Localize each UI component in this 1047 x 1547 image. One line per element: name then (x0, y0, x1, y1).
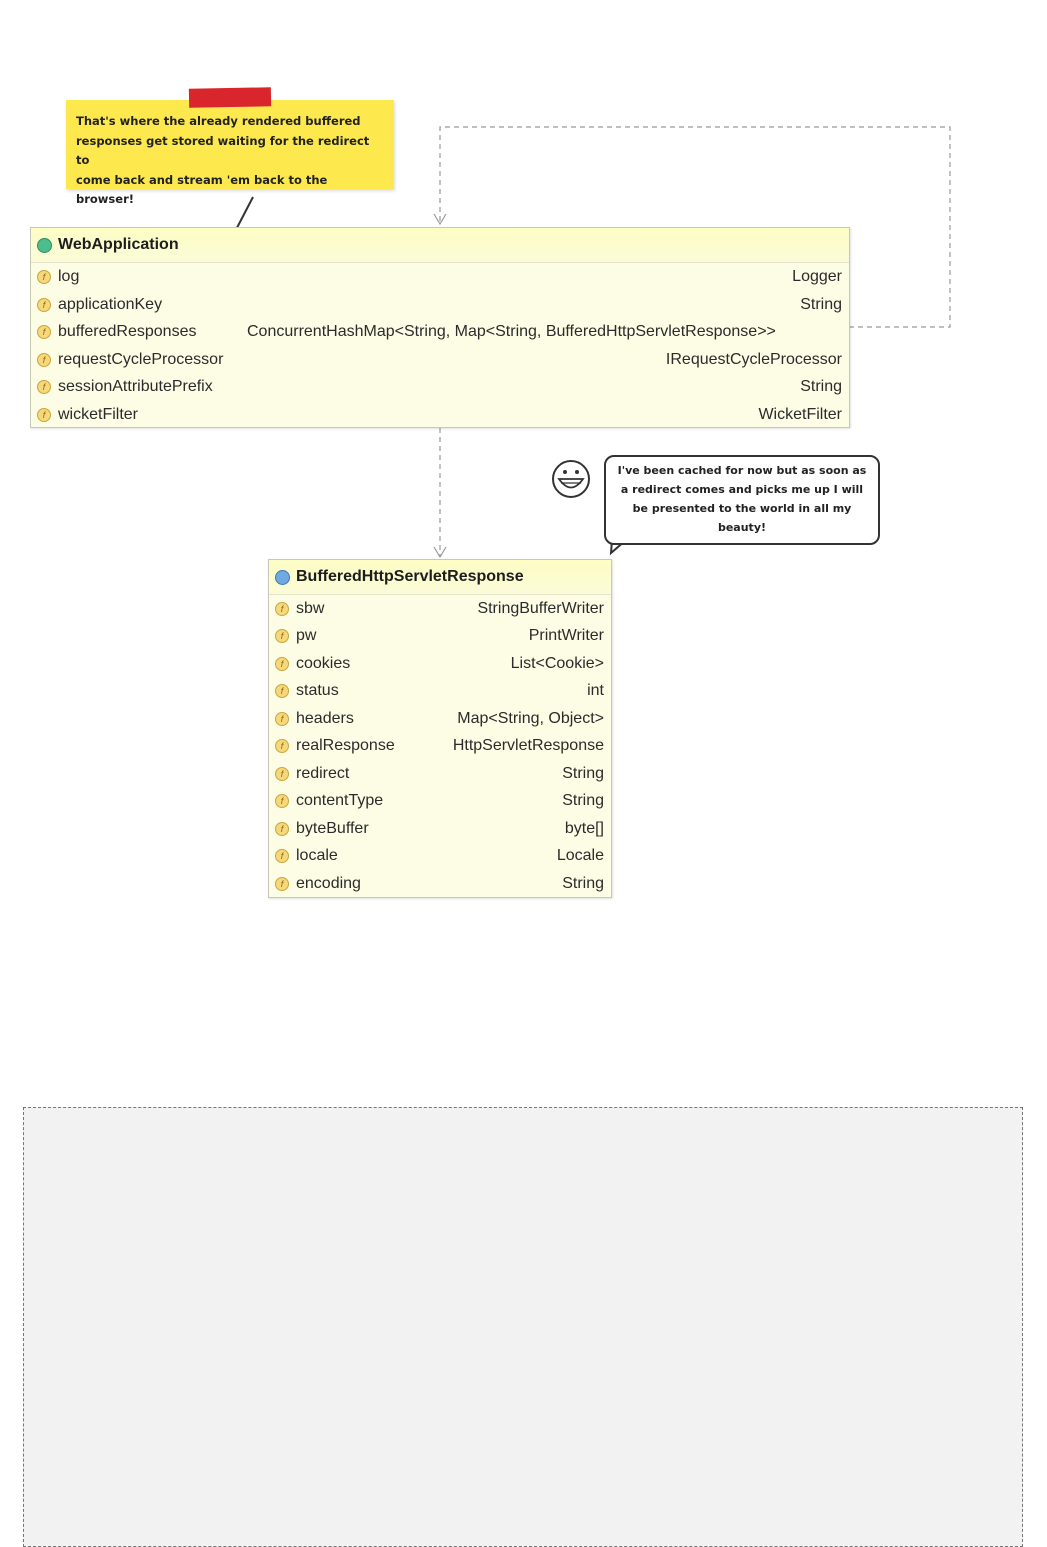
field-type: PrintWriter (528, 627, 604, 645)
field-type: HttpServletResponse (452, 737, 604, 755)
field-type: StringBufferWriter (477, 599, 604, 617)
field-row[interactable] (269, 815, 611, 843)
note-line: come back and stream 'em back to the browser! (76, 172, 328, 206)
field-name: sessionAttributePrefix (58, 378, 213, 395)
note-line: responses get stored waiting for the redirect to (76, 133, 370, 167)
field-name: applicationKey (58, 295, 163, 313)
empty-panel (23, 1107, 1023, 1547)
field-icon: f (275, 794, 289, 808)
field-icon: f (37, 408, 51, 422)
class-title: BufferedHttpServletResponse (296, 568, 524, 585)
field-row[interactable] (269, 623, 611, 651)
field-icon: f (275, 822, 289, 836)
class-buffered-http-servlet-response[interactable] (268, 559, 612, 898)
field-type: Locale (556, 847, 604, 865)
class-header (31, 228, 849, 263)
field-icon: f (275, 629, 289, 643)
field-name: locale (296, 847, 338, 865)
field-icon: f (37, 353, 51, 367)
field-type: WicketFilter (758, 405, 842, 423)
smiley-icon (553, 461, 589, 497)
field-type: ConcurrentHashMap<String, Map<String, BufferedHttpServletResponse>> (247, 323, 776, 340)
field-icon: f (37, 270, 51, 284)
field-type: int (587, 682, 604, 700)
field-row[interactable] (31, 346, 849, 373)
field-row[interactable] (31, 373, 849, 401)
speech-bubble (604, 455, 880, 545)
field-icon: f (275, 684, 289, 698)
field-row[interactable] (31, 401, 849, 428)
note-line: That's where the already rendered buffered (76, 114, 361, 128)
field-icon: f (275, 849, 289, 863)
field-icon: f (275, 712, 289, 726)
field-row[interactable] (269, 788, 611, 816)
field-row[interactable] (269, 705, 611, 733)
field-icon: f (37, 380, 51, 394)
field-type: String (800, 378, 842, 395)
field-type: IRequestCycleProcessor (665, 350, 842, 368)
field-icon: f (275, 602, 289, 616)
field-icon: f (37, 298, 51, 312)
field-name: headers (296, 709, 354, 727)
field-name: redirect (296, 764, 350, 782)
field-name: bufferedResponses (58, 323, 197, 340)
field-row[interactable] (269, 733, 611, 761)
field-type: String (562, 792, 604, 810)
class-title: WebApplication (58, 236, 179, 253)
field-name: wicketFilter (58, 405, 139, 423)
field-icon: f (37, 325, 51, 339)
field-name: log (58, 268, 80, 285)
sticky-tape (189, 87, 271, 107)
field-row[interactable] (269, 650, 611, 678)
field-name: requestCycleProcessor (58, 350, 224, 368)
field-icon: f (275, 657, 289, 671)
field-type: String (562, 764, 604, 782)
field-row[interactable] (31, 263, 849, 291)
field-name: contentType (296, 792, 384, 810)
class-icon (275, 570, 290, 585)
field-type: Map<String, Object> (457, 709, 604, 727)
field-name: realResponse (296, 737, 395, 755)
field-row[interactable] (269, 595, 611, 623)
bubble-line: be presented to the world in all my (632, 502, 852, 515)
field-row[interactable] (269, 678, 611, 706)
bubble-line: beauty! (717, 521, 767, 534)
field-row[interactable] (269, 870, 611, 898)
field-name: cookies (296, 654, 351, 672)
class-header (269, 560, 611, 595)
field-name: pw (296, 627, 317, 645)
field-type: List<Cookie> (510, 654, 604, 672)
field-icon: f (275, 739, 289, 753)
field-name: sbw (296, 599, 325, 617)
field-row[interactable] (31, 291, 849, 318)
class-web-application[interactable] (30, 227, 850, 428)
class-icon (37, 238, 52, 253)
bubble-line: a redirect comes and picks me up I will (620, 483, 864, 496)
field-name: byteBuffer (296, 819, 369, 837)
field-row[interactable] (31, 318, 849, 346)
field-type: byte[] (564, 819, 604, 837)
field-icon: f (275, 767, 289, 781)
sticky-note (66, 100, 394, 206)
field-type: Logger (792, 268, 842, 285)
bubble-line: I've been cached for now but as soon as (617, 464, 867, 477)
field-name: status (296, 682, 339, 700)
field-row[interactable] (269, 843, 611, 871)
field-type: String (562, 874, 604, 892)
field-name: encoding (296, 874, 361, 892)
field-type: String (800, 295, 842, 313)
field-icon: f (275, 877, 289, 891)
field-row[interactable] (269, 760, 611, 788)
